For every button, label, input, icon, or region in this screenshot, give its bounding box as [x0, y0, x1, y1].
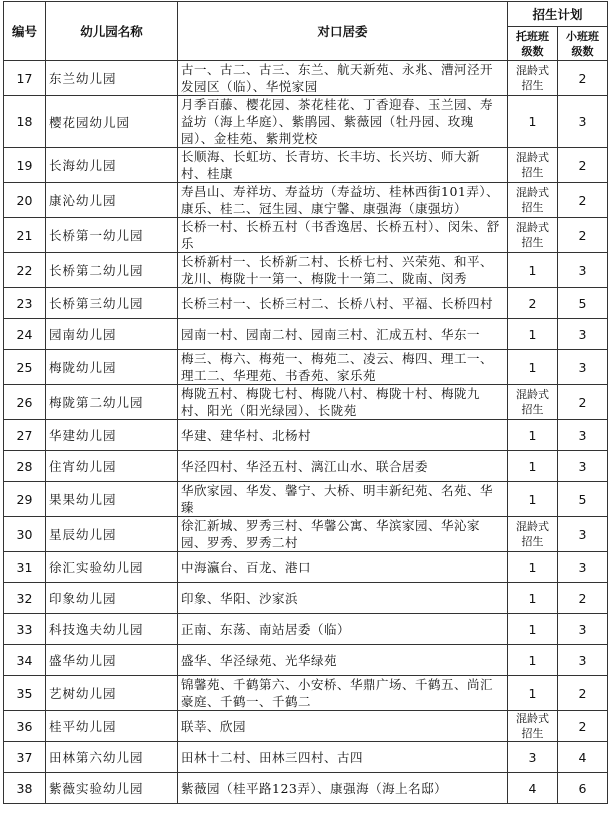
residential-committees-cell: 园南一村、园南二村、园南三村、汇成五村、华东一 [178, 319, 508, 350]
table-row [4, 350, 608, 385]
small-class-count-cell: 3 [558, 253, 608, 288]
residential-committees-cell: 寿昌山、寿祥坊、寿益坊（寿益坊、桂林西街101弄）、康乐、桂二、冠生园、康宁馨、康强海（康强坊） [178, 183, 508, 218]
nursery-class-count-cell: 1 [508, 676, 558, 711]
small-class-count-cell: 3 [558, 96, 608, 148]
row-number-cell: 26 [4, 385, 46, 420]
header-residential-committees: 对口居委 [178, 2, 508, 61]
table-row [4, 451, 608, 482]
kindergarten-name-cell: 星辰幼儿园 [46, 517, 178, 552]
residential-committees-cell: 紫薇园（桂平路123弄）、康强海（海上名邸） [178, 773, 508, 804]
small-class-count-cell: 3 [558, 614, 608, 645]
kindergarten-name-cell: 园南幼儿园 [46, 319, 178, 350]
row-number-cell: 31 [4, 552, 46, 583]
residential-committees-cell: 中海瀛台、百龙、港口 [178, 552, 508, 583]
row-number-cell: 17 [4, 61, 46, 96]
nursery-class-count-cell: 1 [508, 253, 558, 288]
kindergarten-name-cell: 艺树幼儿园 [46, 676, 178, 711]
nursery-class-count-cell: 混龄式招生 [508, 61, 558, 96]
small-class-count-cell: 3 [558, 552, 608, 583]
small-class-count-cell: 2 [558, 148, 608, 183]
small-class-count-cell: 5 [558, 482, 608, 517]
residential-committees-cell: 长桥三村一、长桥三村二、长桥八村、平福、长桥四村 [178, 288, 508, 319]
table-row [4, 183, 608, 218]
nursery-class-count-cell: 混龄式招生 [508, 218, 558, 253]
kindergarten-name-cell: 梅陇幼儿园 [46, 350, 178, 385]
nursery-class-count-cell: 1 [508, 420, 558, 451]
residential-committees-cell: 长顺海、长虹坊、长青坊、长丰坊、长兴坊、师大新村、桂康 [178, 148, 508, 183]
row-number-cell: 21 [4, 218, 46, 253]
kindergarten-name-cell: 印象幼儿园 [46, 583, 178, 614]
header-nursery-class-count: 托班班级数 [508, 27, 558, 61]
small-class-count-cell: 3 [558, 645, 608, 676]
small-class-count-cell: 3 [558, 451, 608, 482]
small-class-count-cell: 2 [558, 218, 608, 253]
nursery-class-count-cell: 混龄式招生 [508, 183, 558, 218]
row-number-cell: 36 [4, 711, 46, 742]
small-class-count-cell: 2 [558, 583, 608, 614]
nursery-class-count-cell: 1 [508, 552, 558, 583]
table-row [4, 253, 608, 288]
table-row [4, 583, 608, 614]
nursery-class-count-cell: 混龄式招生 [508, 148, 558, 183]
small-class-count-cell: 3 [558, 319, 608, 350]
table-row [4, 218, 608, 253]
kindergarten-name-cell: 长桥第三幼儿园 [46, 288, 178, 319]
residential-committees-cell: 长桥新村一、长桥新二村、长桥七村、兴荣苑、和平、龙川、梅陇十一第一、梅陇十一第二、陇南、闵秀 [178, 253, 508, 288]
kindergarten-name-cell: 长海幼儿园 [46, 148, 178, 183]
residential-committees-cell: 徐汇新城、罗秀三村、华馨公寓、华滨家园、华沁家园、罗秀、罗秀二村 [178, 517, 508, 552]
row-number-cell: 19 [4, 148, 46, 183]
residential-committees-cell: 正南、东荡、南站居委（临） [178, 614, 508, 645]
table-body [4, 61, 608, 804]
kindergarten-name-cell: 华建幼儿园 [46, 420, 178, 451]
nursery-class-count-cell: 混龄式招生 [508, 517, 558, 552]
row-number-cell: 24 [4, 319, 46, 350]
row-number-cell: 33 [4, 614, 46, 645]
small-class-count-cell: 3 [558, 350, 608, 385]
kindergarten-name-cell: 盛华幼儿园 [46, 645, 178, 676]
nursery-class-count-cell: 1 [508, 583, 558, 614]
table-row [4, 742, 608, 773]
small-class-count-cell: 3 [558, 517, 608, 552]
table-row [4, 517, 608, 552]
small-class-count-cell: 2 [558, 183, 608, 218]
table-row [4, 61, 608, 96]
row-number-cell: 37 [4, 742, 46, 773]
row-number-cell: 35 [4, 676, 46, 711]
residential-committees-cell: 印象、华阳、沙家浜 [178, 583, 508, 614]
residential-committees-cell: 梅三、梅六、梅苑一、梅苑二、凌云、梅四、理工一、理工二、华理苑、书香苑、家乐苑 [178, 350, 508, 385]
table-row [4, 319, 608, 350]
residential-committees-cell: 华泾四村、华泾五村、漓江山水、联合居委 [178, 451, 508, 482]
kindergarten-name-cell: 果果幼儿园 [46, 482, 178, 517]
row-number-cell: 18 [4, 96, 46, 148]
nursery-class-count-cell: 4 [508, 773, 558, 804]
kindergarten-name-cell: 梅陇第二幼儿园 [46, 385, 178, 420]
row-number-cell: 29 [4, 482, 46, 517]
residential-committees-cell: 长桥一村、长桥五村（书香逸居、长桥五村）、闵朱、舒乐 [178, 218, 508, 253]
row-number-cell: 25 [4, 350, 46, 385]
small-class-count-cell: 2 [558, 385, 608, 420]
header-number: 编号 [4, 2, 46, 61]
table-row [4, 676, 608, 711]
nursery-class-count-cell: 1 [508, 96, 558, 148]
header-enrollment-plan: 招生计划 [508, 2, 608, 27]
nursery-class-count-cell: 2 [508, 288, 558, 319]
kindergarten-name-cell: 桂平幼儿园 [46, 711, 178, 742]
residential-committees-cell: 田林十二村、田林三四村、古四 [178, 742, 508, 773]
residential-committees-cell: 梅陇五村、梅陇七村、梅陇八村、梅陇十村、梅陇九村、阳光（阳光绿园）、长陇苑 [178, 385, 508, 420]
row-number-cell: 32 [4, 583, 46, 614]
table-row [4, 148, 608, 183]
kindergarten-enrollment-table [3, 1, 608, 804]
row-number-cell: 22 [4, 253, 46, 288]
residential-committees-cell: 联莘、欣园 [178, 711, 508, 742]
small-class-count-cell: 2 [558, 61, 608, 96]
row-number-cell: 30 [4, 517, 46, 552]
row-number-cell: 34 [4, 645, 46, 676]
nursery-class-count-cell: 1 [508, 614, 558, 645]
residential-committees-cell: 盛华、华泾绿苑、光华绿苑 [178, 645, 508, 676]
table-row [4, 96, 608, 148]
row-number-cell: 27 [4, 420, 46, 451]
nursery-class-count-cell: 混龄式招生 [508, 711, 558, 742]
kindergarten-name-cell: 紫薇实验幼儿园 [46, 773, 178, 804]
kindergarten-name-cell: 樱花园幼儿园 [46, 96, 178, 148]
residential-committees-cell: 古一、古二、古三、东兰、航天新苑、永兆、漕河泾开发园区（临）、华悦家园 [178, 61, 508, 96]
small-class-count-cell: 2 [558, 711, 608, 742]
kindergarten-name-cell: 科技逸夫幼儿园 [46, 614, 178, 645]
row-number-cell: 23 [4, 288, 46, 319]
nursery-class-count-cell: 1 [508, 451, 558, 482]
nursery-class-count-cell: 3 [508, 742, 558, 773]
nursery-class-count-cell: 混龄式招生 [508, 385, 558, 420]
kindergarten-name-cell: 田林第六幼儿园 [46, 742, 178, 773]
nursery-class-count-cell: 1 [508, 350, 558, 385]
row-number-cell: 20 [4, 183, 46, 218]
kindergarten-name-cell: 东兰幼儿园 [46, 61, 178, 96]
table-row [4, 385, 608, 420]
kindergarten-name-cell: 徐汇实验幼儿园 [46, 552, 178, 583]
residential-committees-cell: 月季百藤、樱花园、茶花桂花、丁香迎春、玉兰园、寿益坊（海上华庭）、紫鹃园、紫薇园（牡丹园、玫瑰园）、金桂苑、紫荆党校 [178, 96, 508, 148]
table-row [4, 614, 608, 645]
kindergarten-name-cell: 长桥第二幼儿园 [46, 253, 178, 288]
small-class-count-cell: 3 [558, 420, 608, 451]
small-class-count-cell: 2 [558, 676, 608, 711]
table-row [4, 552, 608, 583]
table-row [4, 773, 608, 804]
header-small-class-count: 小班班级数 [558, 27, 608, 61]
small-class-count-cell: 5 [558, 288, 608, 319]
kindergarten-name-cell: 住宵幼儿园 [46, 451, 178, 482]
table-row [4, 420, 608, 451]
residential-committees-cell: 锦馨苑、千鹤第六、小安桥、华鼎广场、千鹤五、尚汇豪庭、千鹤一、千鹤二 [178, 676, 508, 711]
nursery-class-count-cell: 1 [508, 645, 558, 676]
residential-committees-cell: 华欣家园、华发、馨宁、大桥、明丰新纪苑、名苑、华臻 [178, 482, 508, 517]
table-row [4, 645, 608, 676]
small-class-count-cell: 6 [558, 773, 608, 804]
header-kindergarten-name: 幼儿园名称 [46, 2, 178, 61]
row-number-cell: 38 [4, 773, 46, 804]
nursery-class-count-cell: 1 [508, 319, 558, 350]
small-class-count-cell: 4 [558, 742, 608, 773]
nursery-class-count-cell: 1 [508, 482, 558, 517]
table-row [4, 288, 608, 319]
table-row [4, 711, 608, 742]
table-row [4, 482, 608, 517]
residential-committees-cell: 华建、建华村、北杨村 [178, 420, 508, 451]
kindergarten-name-cell: 康沁幼儿园 [46, 183, 178, 218]
row-number-cell: 28 [4, 451, 46, 482]
kindergarten-name-cell: 长桥第一幼儿园 [46, 218, 178, 253]
